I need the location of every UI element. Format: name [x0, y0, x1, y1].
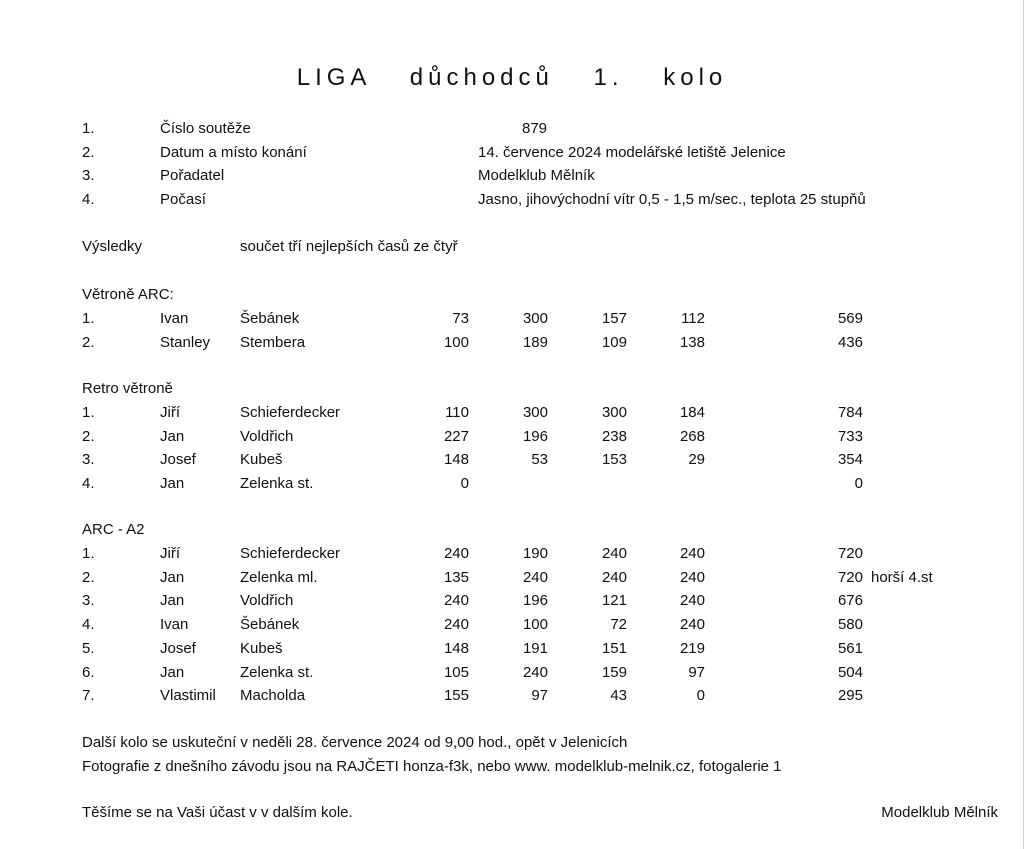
- round-3-time: 151: [601, 640, 627, 657]
- result-total: 784: [837, 404, 863, 421]
- competitor-first-name: Vlastimil: [160, 687, 216, 704]
- result-total: 720: [837, 545, 863, 562]
- result-rank: 5.: [82, 640, 95, 657]
- competitor-last-name: Kubeš: [240, 451, 283, 468]
- round-3-time: 43: [610, 687, 627, 704]
- competitor-first-name: Ivan: [160, 616, 189, 633]
- round-4-time: 268: [679, 428, 705, 445]
- info-value: Modelklub Mělník: [478, 167, 595, 184]
- competitor-first-name: Jan: [160, 569, 185, 586]
- competitor-last-name: Voldřich: [240, 592, 294, 609]
- result-rank: 1.: [82, 310, 95, 327]
- round-4-time: 29: [688, 451, 705, 468]
- round-2-time: 189: [522, 334, 548, 351]
- competitor-first-name: Jiří: [160, 545, 180, 562]
- result-total: 676: [837, 592, 863, 609]
- competitor-first-name: Jan: [160, 664, 185, 681]
- result-rank: 2.: [82, 428, 95, 445]
- info-value: Jasno, jihovýchodní vítr 0,5 - 1,5 m/sec., teplota 25 stupňů: [478, 191, 866, 208]
- result-rank: 4.: [82, 475, 95, 492]
- result-total: 720: [837, 569, 863, 586]
- competitor-last-name: Stembera: [240, 334, 306, 351]
- round-1-time: 155: [443, 687, 469, 704]
- round-3-time: 72: [610, 616, 627, 633]
- round-1-time: 240: [443, 616, 469, 633]
- result-note: horší 4.st: [871, 569, 933, 586]
- round-1-time: 0: [460, 475, 469, 492]
- round-2-time: 191: [522, 640, 548, 657]
- round-2-time: 53: [531, 451, 548, 468]
- round-4-time: 112: [681, 310, 705, 327]
- round-3-time: 153: [601, 451, 627, 468]
- info-label: Počasí: [160, 191, 206, 208]
- round-2-time: 240: [522, 664, 548, 681]
- info-number: 4.: [82, 191, 95, 208]
- round-3-time: 300: [601, 404, 627, 421]
- result-total: 733: [837, 428, 863, 445]
- info-number: 3.: [82, 167, 95, 184]
- competitor-first-name: Stanley: [160, 334, 211, 351]
- competitor-first-name: Ivan: [160, 310, 189, 327]
- result-rank: 4.: [82, 616, 95, 633]
- competitor-last-name: Šebánek: [240, 310, 300, 327]
- info-value: 879: [522, 120, 548, 137]
- competitor-last-name: Macholda: [240, 687, 306, 704]
- category-heading: Retro větroně: [82, 380, 173, 397]
- signature-text: Modelklub Mělník: [881, 804, 998, 821]
- round-3-time: 240: [601, 545, 627, 562]
- competitor-last-name: Schieferdecker: [240, 404, 341, 421]
- result-rank: 3.: [82, 451, 95, 468]
- competitor-last-name: Kubeš: [240, 640, 283, 657]
- round-4-time: 138: [679, 334, 705, 351]
- competitor-first-name: Josef: [160, 451, 196, 468]
- competitor-first-name: Jan: [160, 428, 185, 445]
- results-label: Výsledky: [82, 238, 143, 255]
- result-total: 504: [837, 664, 863, 681]
- competitor-first-name: Jiří: [160, 404, 180, 421]
- info-label: Číslo soutěže: [160, 120, 251, 137]
- result-total: 569: [837, 310, 863, 327]
- round-1-time: 73: [452, 310, 469, 327]
- info-number: 1.: [82, 120, 95, 137]
- result-rank: 3.: [82, 592, 95, 609]
- round-4-time: 240: [679, 569, 705, 586]
- result-total: 354: [837, 451, 863, 468]
- result-rank: 1.: [82, 545, 95, 562]
- round-1-time: 148: [443, 451, 469, 468]
- page-title: LIGA důchodců 1. kolo: [296, 64, 728, 91]
- competitor-first-name: Jan: [160, 592, 185, 609]
- next-round-text: Další kolo se uskuteční v neděli 28. července 2024 od 9,00 hod., opět v Jelenicích: [82, 734, 628, 751]
- round-2-time: 97: [531, 687, 548, 704]
- competitor-last-name: Zelenka st.: [240, 664, 314, 681]
- result-rank: 6.: [82, 664, 95, 681]
- result-rank: 2.: [82, 334, 95, 351]
- round-1-time: 240: [443, 592, 469, 609]
- round-1-time: 110: [445, 404, 469, 421]
- competitor-last-name: Šebánek: [240, 616, 300, 633]
- result-total: 561: [837, 640, 863, 657]
- round-3-time: 240: [601, 569, 627, 586]
- round-4-time: 184: [679, 404, 705, 421]
- round-4-time: 240: [679, 545, 705, 562]
- round-1-time: 135: [443, 569, 469, 586]
- round-2-time: 190: [522, 545, 548, 562]
- competitor-last-name: Schieferdecker: [240, 545, 341, 562]
- round-3-time: 157: [601, 310, 627, 327]
- competitor-first-name: Jan: [160, 475, 185, 492]
- competitor-last-name: Zelenka st.: [240, 475, 314, 492]
- round-4-time: 219: [679, 640, 705, 657]
- round-3-time: 121: [601, 592, 627, 609]
- round-3-time: 109: [601, 334, 627, 351]
- competitor-last-name: Zelenka ml.: [240, 569, 318, 586]
- results-note: součet tří nejlepších časů ze čtyř: [240, 238, 458, 255]
- info-label: Datum a místo konání: [160, 144, 307, 161]
- category-heading: Větroně ARC:: [82, 286, 174, 303]
- round-2-time: 240: [522, 569, 548, 586]
- info-number: 2.: [82, 144, 95, 161]
- info-value: 14. července 2024 modelářské letiště Jelenice: [478, 144, 786, 161]
- round-2-time: 196: [522, 428, 548, 445]
- result-total: 295: [837, 687, 863, 704]
- round-4-time: 240: [679, 592, 705, 609]
- round-2-time: 100: [522, 616, 548, 633]
- result-rank: 7.: [82, 687, 95, 704]
- round-3-time: 159: [601, 664, 627, 681]
- result-total: 0: [854, 475, 863, 492]
- competitor-first-name: Josef: [160, 640, 196, 657]
- round-4-time: 240: [679, 616, 705, 633]
- round-2-time: 300: [522, 404, 548, 421]
- round-4-time: 0: [696, 687, 705, 704]
- result-total: 436: [837, 334, 863, 351]
- round-1-time: 148: [443, 640, 469, 657]
- result-rank: 2.: [82, 569, 95, 586]
- result-rank: 1.: [82, 404, 95, 421]
- round-2-time: 196: [522, 592, 548, 609]
- round-2-time: 300: [522, 310, 548, 327]
- round-4-time: 97: [688, 664, 705, 681]
- info-label: Pořadatel: [160, 167, 225, 184]
- round-1-time: 105: [443, 664, 469, 681]
- round-1-time: 227: [443, 428, 469, 445]
- photos-text: Fotografie z dnešního závodu jsou na RAJČETI honza-f3k, nebo www. modelklub-melnik.cz, fotogalerie 1: [82, 758, 782, 775]
- round-1-time: 240: [443, 545, 469, 562]
- round-3-time: 238: [601, 428, 627, 445]
- round-1-time: 100: [443, 334, 469, 351]
- category-heading: ARC - A2: [82, 521, 145, 538]
- closing-text: Těšíme se na Vaši účast v v dalším kole.: [82, 804, 353, 821]
- result-total: 580: [837, 616, 863, 633]
- competitor-last-name: Voldřich: [240, 428, 294, 445]
